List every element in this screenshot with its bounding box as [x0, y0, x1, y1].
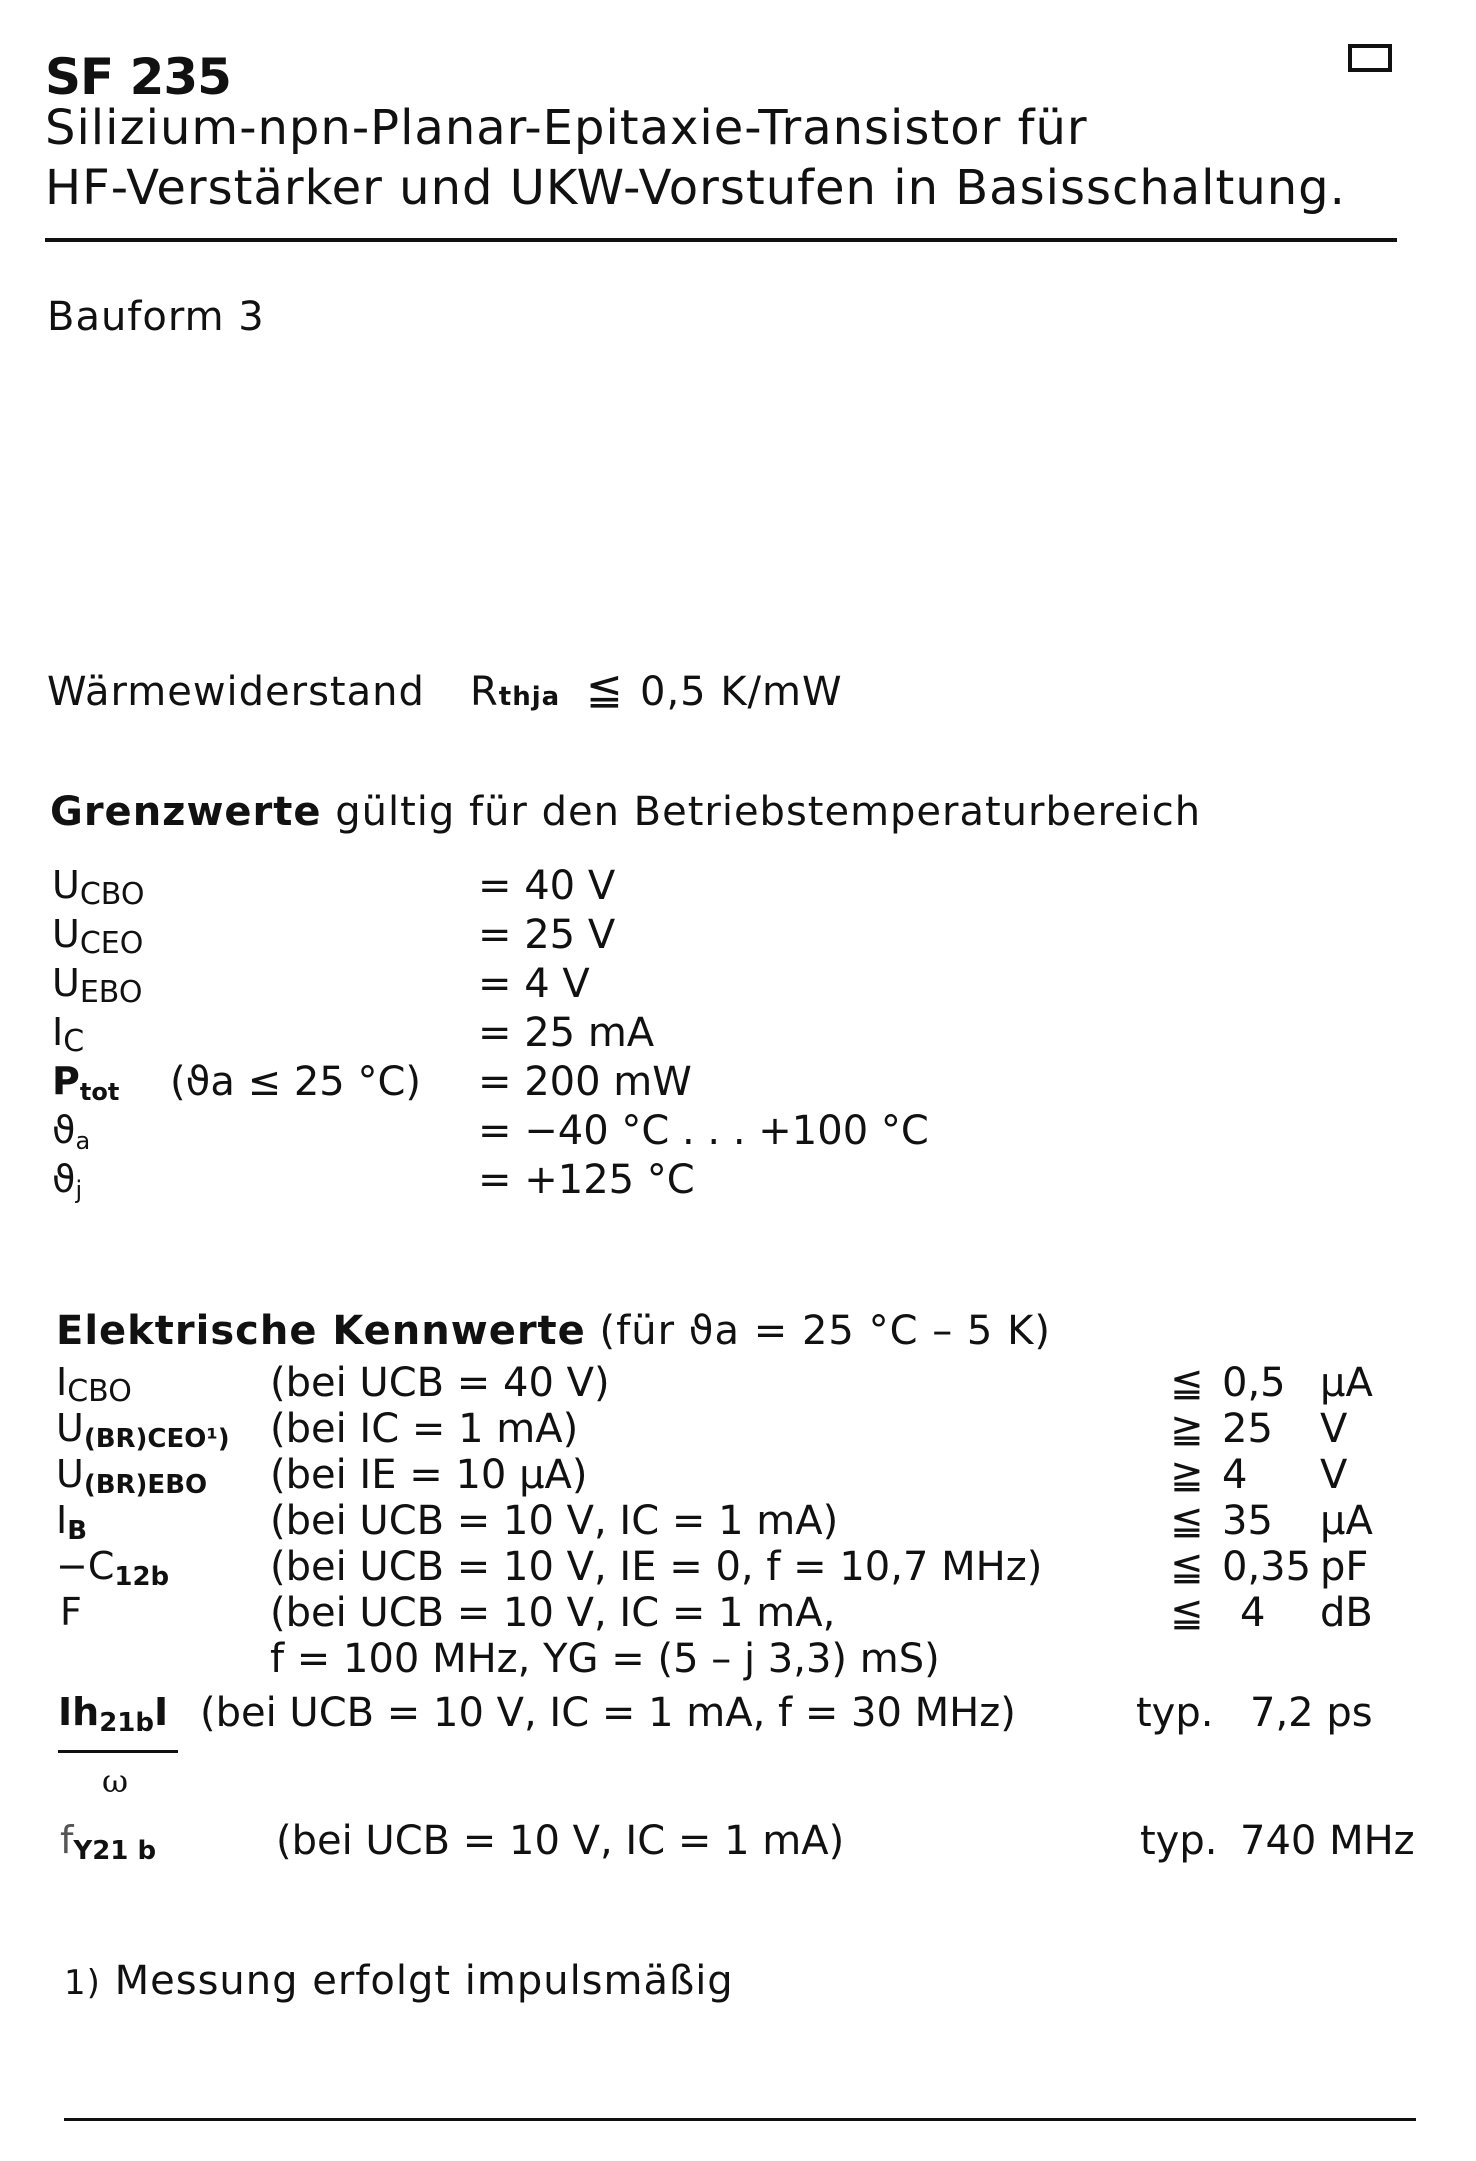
elec-symbol: I	[56, 1498, 68, 1542]
elec-symbol-sub: Y21 b	[73, 1836, 157, 1866]
electrical-row-h21b	[0, 1690, 1476, 1738]
description-line-1: Silizium-npn-Planar-Epitaxie-Transistor für	[45, 100, 1088, 156]
elec-condition: (bei UCB = 40 V)	[270, 1360, 610, 1406]
elec-condition: (bei IE = 10 μA)	[270, 1452, 588, 1498]
limit-value: = 25 V	[478, 912, 616, 958]
limit-row	[0, 961, 1476, 1009]
elec-unit: μA	[1320, 1360, 1373, 1406]
electrical-row-continuation	[0, 1636, 1476, 1684]
elec-symbol: Ih	[58, 1690, 100, 1734]
limit-symbol: U	[52, 961, 80, 1005]
limit-row	[0, 1010, 1476, 1058]
limit-value: = +125 °C	[478, 1157, 695, 1203]
elec-value: 0,35	[1222, 1544, 1312, 1590]
elec-unit: dB	[1320, 1590, 1373, 1636]
elec-condition: (bei UCB = 10 V, IC = 1 mA)	[270, 1498, 839, 1544]
elec-condition: (bei UCB = 10 V, IC = 1 mA)	[276, 1818, 845, 1864]
omega-denominator: ω	[102, 1762, 129, 1800]
electrical-row-fy21b	[0, 1818, 1476, 1866]
elec-relation: ≦	[1170, 1590, 1204, 1636]
elec-unit: μA	[1320, 1498, 1373, 1544]
electrical-row	[0, 1452, 1476, 1500]
limit-symbol: U	[52, 863, 80, 907]
limit-symbol-sub: a	[75, 1127, 91, 1155]
elec-condition: (bei UCB = 10 V, IE = 0, f = 10,7 MHz)	[270, 1544, 1043, 1590]
elec-symbol: U	[56, 1452, 84, 1496]
fraction-bar	[58, 1750, 178, 1753]
elec-relation: ≦	[1170, 1544, 1204, 1590]
thermal-symbol: Rthja	[470, 669, 561, 715]
elec-value: 35	[1222, 1498, 1273, 1544]
elec-value: 25	[1222, 1406, 1273, 1452]
limit-symbol-sub: CEO	[79, 926, 144, 961]
limit-symbol: ϑ	[52, 1157, 76, 1201]
transistor-type-title: SF 235	[45, 48, 231, 106]
elec-relation: ≧	[1170, 1452, 1204, 1498]
footnote	[64, 1958, 734, 2004]
limits-heading: Grenzwerte gültig für den Betriebstemperaturbereich	[50, 789, 1202, 835]
elec-relation: ≦	[1170, 1498, 1204, 1544]
limit-symbol-sub: C	[63, 1024, 85, 1059]
elec-symbol-sub: (BR)CEO¹)	[83, 1424, 230, 1454]
elec-symbol: F	[60, 1590, 82, 1634]
elec-symbol-sub: CBO	[67, 1374, 132, 1409]
limit-row	[0, 1059, 1476, 1107]
elec-condition: (bei IC = 1 mA)	[270, 1406, 579, 1452]
elec-unit: pF	[1320, 1544, 1369, 1590]
elec-symbol-sub: 12b	[114, 1562, 170, 1592]
elec-symbol: −C	[56, 1544, 115, 1588]
thermal-value: 0,5 K/mW	[640, 669, 843, 715]
elec-symbol-sub: 21b	[99, 1708, 154, 1738]
limit-symbol-sub: j	[75, 1176, 83, 1204]
elec-value: 0,5	[1222, 1360, 1286, 1406]
electrical-heading: Elektrische Kennwerte (für ϑa = 25 °C – 5 K)	[56, 1308, 1051, 1354]
elec-condition: f = 100 MHz, YG = (5 – j 3,3) mS)	[270, 1636, 940, 1682]
elec-symbol-sub: B	[67, 1516, 88, 1546]
limit-row	[0, 863, 1476, 911]
elec-value: 4	[1240, 1590, 1266, 1636]
description-line-2: HF-Verstärker und UKW-Vorstufen in Basisschaltung.	[45, 160, 1346, 216]
elec-unit: V	[1320, 1452, 1348, 1498]
elec-condition: (bei UCB = 10 V, IC = 1 mA,	[270, 1590, 836, 1636]
limit-row	[0, 1108, 1476, 1156]
thermal-relation: ≦	[586, 664, 624, 715]
thermal-label: Wärmewiderstand	[47, 669, 425, 715]
limit-value: = 200 mW	[478, 1059, 692, 1105]
electrical-row	[0, 1498, 1476, 1546]
elec-symbol-sub: (BR)EBO	[83, 1470, 208, 1500]
footnote-marker: 1)	[64, 1963, 101, 2003]
elec-typ-label: typ.	[1140, 1818, 1218, 1864]
elec-symbol: I	[56, 1360, 68, 1404]
elec-symbol-bar: I	[154, 1690, 169, 1734]
electrical-row	[0, 1544, 1476, 1592]
limit-value: = 4 V	[478, 961, 590, 1007]
electrical-row	[0, 1406, 1476, 1454]
limit-row	[0, 1157, 1476, 1205]
elec-condition: (bei UCB = 10 V, IC = 1 mA, f = 30 MHz)	[200, 1690, 1016, 1736]
footnote-text: Messung erfolgt impulsmäßig	[114, 1958, 734, 2004]
limit-symbol: P	[52, 1059, 80, 1103]
limit-symbol: ϑ	[52, 1108, 76, 1152]
elec-typ-value: 740 MHz	[1240, 1818, 1415, 1864]
limit-symbol: I	[52, 1010, 64, 1054]
elec-symbol: f	[60, 1818, 74, 1862]
header-rule	[45, 238, 1397, 242]
limit-value: = −40 °C . . . +100 °C	[478, 1108, 929, 1154]
limit-symbol: U	[52, 912, 80, 956]
elec-typ-value: 7,2 ps	[1250, 1690, 1373, 1736]
footer-rule	[64, 2118, 1416, 2121]
elec-value: 4	[1222, 1452, 1248, 1498]
elec-typ-label: typ.	[1136, 1690, 1214, 1736]
limit-value: = 40 V	[478, 863, 616, 909]
package-outline-icon	[1348, 44, 1392, 72]
electrical-row	[0, 1590, 1476, 1638]
elec-relation: ≧	[1170, 1406, 1204, 1452]
elec-symbol: U	[56, 1406, 84, 1450]
limit-symbol-sub: CBO	[79, 877, 145, 912]
limit-condition: (ϑa ≤ 25 °C)	[170, 1059, 421, 1105]
elec-relation: ≦	[1170, 1360, 1204, 1406]
limit-symbol-sub: tot	[79, 1078, 120, 1106]
elec-unit: V	[1320, 1406, 1348, 1452]
limit-value: = 25 mA	[478, 1010, 655, 1056]
limit-row	[0, 912, 1476, 960]
electrical-row	[0, 1360, 1476, 1408]
package-label: Bauform 3	[47, 294, 265, 340]
limit-symbol-sub: EBO	[79, 975, 143, 1010]
